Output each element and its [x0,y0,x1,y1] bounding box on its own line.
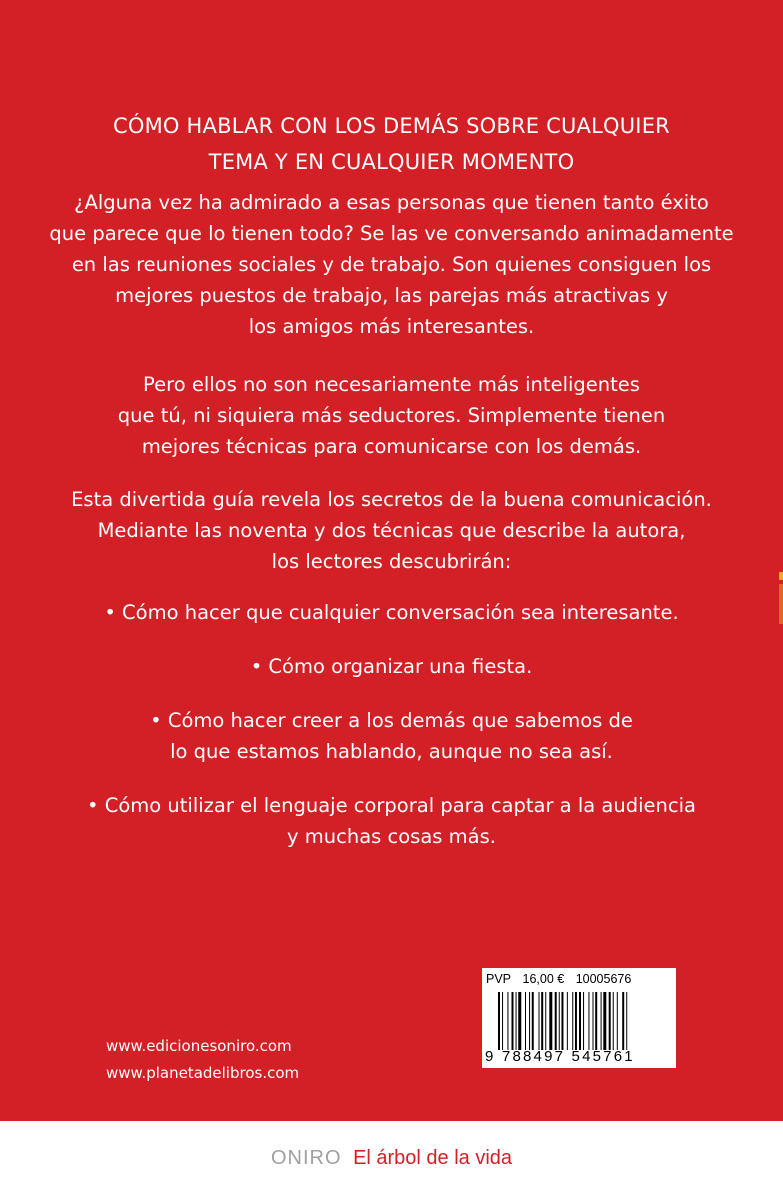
barcode-bar [541,992,543,1050]
product-code: 10005676 [575,972,632,986]
collection-name: El árbol de la vida [353,1147,513,1169]
barcode-bar [539,992,540,1050]
barcode-bar [525,992,526,1050]
paragraph-line: en las reuniones sociales y de trabajo. Son quienes consiguen los [71,253,712,276]
website-link[interactable]: www.edicionesoniro.com [106,1037,292,1055]
footer-band [0,1121,783,1200]
paragraph-line: que tú, ni siquiera más seductores. Simplemente tienen [117,404,666,427]
paragraph-line: Mediante las noventa y dos técnicas que describe la autora, [97,519,686,542]
barcode-bar [507,992,508,1050]
bullet-line: lo que estamos hablando, aunque no sea así. [170,740,613,763]
bullet-item [0,597,783,628]
paragraph-line: los lectores descubrirán: [271,550,512,573]
paragraph-line: mejores puestos de trabajo, las parejas más atractivas y [115,284,668,307]
barcode-bar [575,992,577,1050]
paragraph-line: ¿Alguna vez ha admirado a esas personas que tienen tanto éxito [74,191,709,214]
bullet-item [0,705,783,767]
barcode-bar [609,992,611,1050]
heading-line: CÓMO HABLAR CON LOS DEMÁS SOBRE CUALQUIER [113,114,670,138]
barcode-bar [502,992,503,1050]
barcode-bar [583,992,584,1050]
bullet-item [0,651,783,682]
barcode-bar [593,992,594,1050]
publisher-name: ONIRO [270,1147,342,1169]
barcode-bar [617,992,618,1050]
bullet-line: • Cómo utilizar el lenguaje corporal para captar a la audiencia [87,794,696,817]
paragraph-intro [0,187,783,342]
barcode-label [482,968,676,1068]
barcode-bar [613,992,614,1050]
paragraph-third [0,484,783,577]
barcode-bar [512,992,514,1050]
bullet-line: • Cómo hacer que cualquier conversación sea interesante. [104,601,679,624]
barcode-bar [549,992,552,1050]
barcode-bar [626,992,627,1050]
bullet-line: • Cómo organizar una fiesta. [250,655,533,678]
barcode-bar [572,992,573,1050]
paragraph-line: mejores técnicas para comunicarse con los demás. [141,435,642,458]
barcode-bar [532,992,534,1050]
barcode-bar [622,992,624,1050]
barcode-bar [516,992,517,1050]
bullet-item [0,790,783,852]
barcode-bar [545,992,546,1050]
barcode-bar [555,992,557,1050]
barcode-bar [559,992,560,1050]
brand-line [0,1147,783,1170]
barcode-bar [561,992,563,1050]
barcode-bar [529,992,530,1050]
barcode-bar [579,992,581,1050]
barcode-bar [518,992,521,1050]
price-value: 16,00 € [522,972,565,986]
paragraph-second [0,369,783,462]
bullet-line: • Cómo hacer creer a los demás que sabemos de [150,709,633,732]
website-list [106,1033,299,1087]
website-link[interactable]: www.planetadelibros.com [106,1064,300,1082]
barcode-icon [498,992,668,1050]
barcode-bar [498,992,500,1050]
barcode-bar [588,992,589,1050]
paragraph-line: Esta divertida guía revela los secretos de la buena comunicación. [71,488,712,511]
price-row [486,972,639,986]
bullet-line: y muchas cosas más. [287,825,496,848]
barcode-bar [567,992,568,1050]
barcode-bar [595,992,597,1050]
cover-heading [0,108,783,180]
pvp-label: PVP [486,972,512,986]
paragraph-line: los amigos más interesantes. [248,315,535,338]
barcode-bar [601,992,602,1050]
heading-line: TEMA Y EN CUALQUIER MOMENTO [208,150,575,174]
isbn-digits: 9 788497 545761 [485,1048,635,1065]
paragraph-line: Pero ellos no son necesariamente más inteligentes [143,373,640,396]
barcode-bar [603,992,606,1050]
paragraph-line: que parece que lo tienen todo? Se las ve conversando animadamente [49,222,734,245]
